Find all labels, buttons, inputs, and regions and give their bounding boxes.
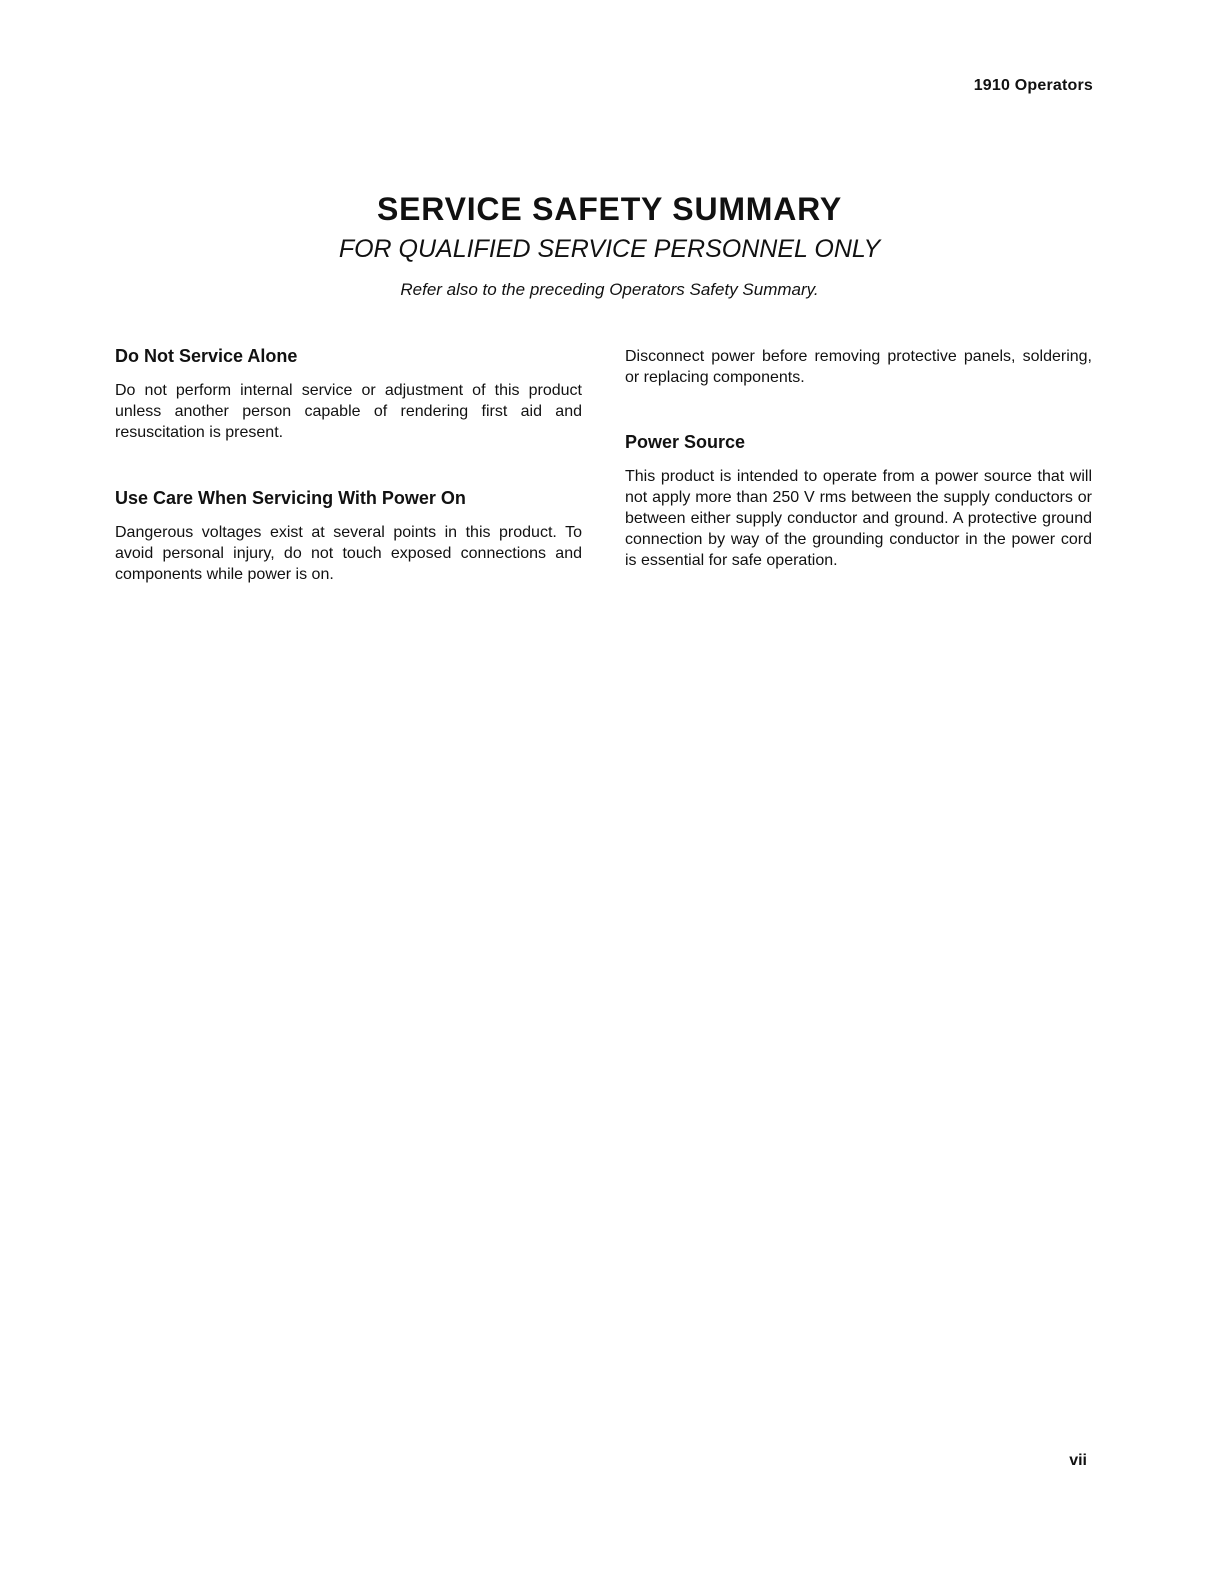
section-heading: Power Source <box>625 432 746 452</box>
refer-note: Refer also to the preceding Operators Safety Summary. <box>400 280 819 299</box>
section-power-source <box>625 430 1092 571</box>
page-number: vii <box>1069 1452 1087 1469</box>
right-column <box>625 344 1092 571</box>
disconnect-power-paragraph: Disconnect power before removing protective panels, soldering, or replacing components. <box>625 348 1092 386</box>
section-body: This product is intended to operate from a power source that will not apply more than 250 V rms between the supply conductors or between either supply conductor and ground. A protective ground connection by way of the grounding conductor in the power cord is essential for safe operation. <box>625 468 1092 569</box>
page-title: SERVICE SAFETY SUMMARY <box>376 191 843 227</box>
section-body: Do not perform internal service or adjustment of this product unless another person capable of rendering first aid and resuscitation is present. <box>115 382 582 441</box>
section-do-not-service-alone <box>115 344 582 443</box>
title-block <box>0 190 1219 302</box>
section-use-care-power-on <box>115 486 582 585</box>
left-column <box>115 344 582 585</box>
section-heading: Do Not Service Alone <box>115 346 298 366</box>
section-body: Dangerous voltages exist at several points in this product. To avoid personal injury, do not touch exposed connections and components while power is on. <box>115 524 582 583</box>
page-subtitle: FOR QUALIFIED SERVICE PERSONNEL ONLY <box>338 235 881 263</box>
running-head: 1910 Operators <box>973 77 1093 94</box>
section-heading: Use Care When Servicing With Power On <box>115 488 466 508</box>
